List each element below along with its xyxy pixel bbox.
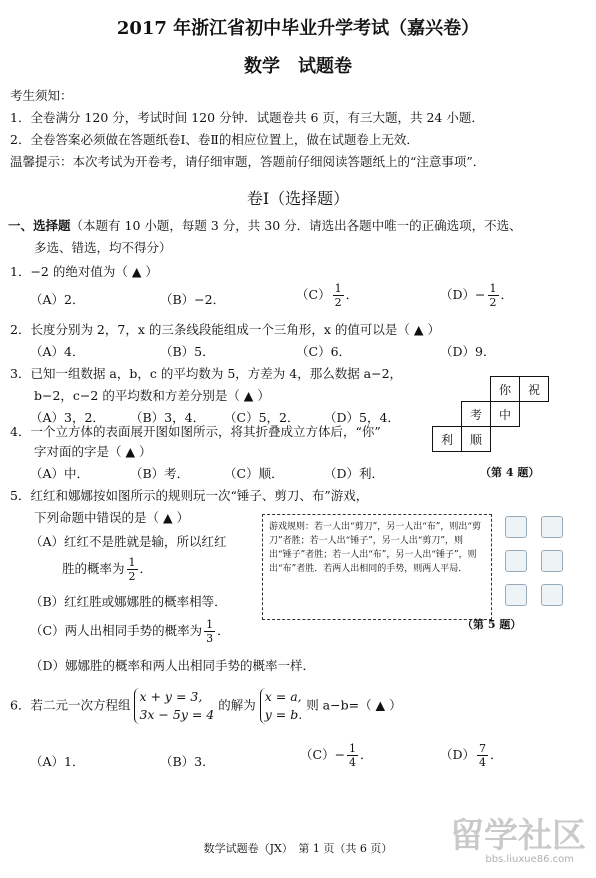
q1-option-b: （B）−2． xyxy=(160,292,226,307)
figure-4-caption: （第 4 题） xyxy=(480,466,540,479)
q1-option-c-label: （C） xyxy=(296,287,331,302)
q2-option-c: （C）6． xyxy=(296,344,352,359)
fraction-numerator: 1 xyxy=(349,742,357,755)
fraction-denominator: 4 xyxy=(479,756,487,769)
fraction-denominator: 2 xyxy=(334,296,342,309)
q1-option-c-end: ． xyxy=(345,287,359,302)
q6-option-c xyxy=(300,742,373,769)
q5-stem-2: 下列命题中错误的是（ ▲ ） xyxy=(34,510,190,525)
watermark-logo: 留学社区 xyxy=(450,816,586,856)
scissors-hand-icon xyxy=(541,550,563,572)
fraction-numerator: 7 xyxy=(479,742,487,755)
q5-option-c-end: ． xyxy=(217,623,230,638)
q6-stem-mid: 的解为 xyxy=(218,697,256,713)
net-cell: 顺 xyxy=(462,427,491,452)
q5-option-d: （D）娜娜胜的概率和两人出相同手势的概率一样． xyxy=(30,658,316,673)
fraction-numerator: 1 xyxy=(206,618,214,631)
q1-option-d-fraction xyxy=(488,282,499,309)
part1-desc-2: 多选、错选，均不得分） xyxy=(34,240,172,255)
q6-equation-1: x + y = 3, xyxy=(139,689,203,704)
q5-option-c-text: （C）两人出相同手势的概率为 xyxy=(30,623,203,638)
page-footer: 数学试题卷（JX） 第 1 页（共 6 页） xyxy=(203,842,393,855)
q4-option-a: （A）中． xyxy=(30,466,90,481)
q3-stem-1: 3．已知一组数据 a，b，c 的平均数为 5，方差为 4，那么数据 a−2， xyxy=(10,366,403,381)
q6-stem-pre: 6．若二元一次方程组 xyxy=(10,697,131,713)
net-cell: 利 xyxy=(433,427,462,452)
fraction-denominator: 3 xyxy=(206,632,214,645)
q6-option-c-fraction xyxy=(347,742,358,769)
q3-option-d: （D）5，4． xyxy=(324,410,400,425)
notice-tip: 温馨提示：本次考试为开卷考，请仔细审题，答题前仔细阅读答题纸上的“注意事项”． xyxy=(10,154,486,169)
q6-solution-system xyxy=(260,688,302,724)
q1-option-c xyxy=(296,282,358,309)
exam-title: 2017 年浙江省初中毕业升学考试（嘉兴卷） xyxy=(116,18,480,39)
net-cell: 考 xyxy=(462,402,491,427)
q2-option-b: （B）5． xyxy=(160,344,215,359)
fist-hand-icon xyxy=(541,584,563,606)
q6-equation-system xyxy=(134,688,214,724)
fraction-numerator: 1 xyxy=(128,556,136,569)
q3-option-b: （B）3，4． xyxy=(130,410,206,425)
q3-stem-2: b−2，c−2 的平均数和方差分别是（ ▲ ） xyxy=(34,388,270,403)
fraction-numerator: 1 xyxy=(489,282,497,295)
q2-option-a: （A）4． xyxy=(30,344,85,359)
q1-option-a: （A）2． xyxy=(30,292,85,307)
q6-option-d-label: （D） xyxy=(440,747,476,762)
q1-option-d xyxy=(440,282,513,309)
q5-option-a-line-1: （A）红红不是胜就是输，所以红红 xyxy=(30,534,227,549)
watermark-url: bbs.liuxue86.com xyxy=(485,854,574,865)
q4-option-b: （B）考． xyxy=(130,466,190,481)
q5-option-a-text: 胜的概率为 xyxy=(62,561,125,576)
q5-option-c xyxy=(30,618,230,645)
q5-option-a-end: ． xyxy=(139,561,153,576)
q1-stem: 1．−2 的绝对值为（ ▲ ） xyxy=(10,264,158,279)
part1-label: 一、选择题 xyxy=(8,218,71,233)
paper-hand-icon xyxy=(541,516,563,538)
figure-5-caption: （第 5 题） xyxy=(462,618,522,631)
q1-option-c-fraction xyxy=(333,282,344,309)
fraction-denominator: 2 xyxy=(489,296,497,309)
net-cell: 你 xyxy=(491,377,520,402)
notice-item-2: 2．全卷答案必须做在答题纸卷Ⅰ、卷Ⅱ的相应位置上，做在试题卷上无效． xyxy=(10,132,419,147)
q5-option-c-fraction xyxy=(204,618,215,645)
net-cell: 祝 xyxy=(520,377,549,402)
q6-option-c-label: （C）− xyxy=(300,747,346,762)
q5-option-a-fraction xyxy=(127,556,138,583)
q6-option-d xyxy=(440,742,503,769)
q1-option-d-end: ． xyxy=(500,287,514,302)
paper-hand-icon xyxy=(505,516,527,538)
q6-option-b: （B）3． xyxy=(160,754,215,769)
q6-stem-end: 则 a−b=（ ▲ ） xyxy=(306,697,402,713)
fraction-denominator: 4 xyxy=(349,756,357,769)
q2-stem: 2．长度分别为 2，7，x 的三条线段能组成一个三角形，x 的值可以是（ ▲ ） xyxy=(10,322,440,337)
game-rules-box: 游戏规则：若一人出“剪刀”，另一人出“布”，则出“剪刀”者胜；若一人出“锤子”，另一人出“剪刀”，则出“锤子”者胜；若一人出“布”，另一人出“锤子”，则出“布”者胜．若两人出相同的手势，则两人平局． xyxy=(262,514,492,620)
q6-option-d-end: ． xyxy=(490,747,503,762)
net-cell: 中 xyxy=(491,402,520,427)
fraction-denominator: 2 xyxy=(128,570,136,583)
q6-stem xyxy=(10,688,402,724)
q3-option-c: （C）5，2． xyxy=(224,410,300,425)
q5-option-b: （B）红红胜或娜娜胜的概率相等． xyxy=(30,594,227,609)
q3-option-a: （A）3，2． xyxy=(30,410,105,425)
cube-net-figure xyxy=(432,376,549,452)
q5-stem-1: 5．红红和娜娜按如图所示的规则玩一次“锤子、剪刀、布”游戏， xyxy=(10,488,369,503)
q6-option-d-fraction xyxy=(477,742,488,769)
hand-gesture-icons xyxy=(505,516,563,606)
hammer-icon xyxy=(505,584,527,606)
notice-heading: 考生须知： xyxy=(10,88,73,103)
fraction-numerator: 1 xyxy=(334,282,342,295)
q6-option-c-end: ． xyxy=(360,747,373,762)
section-title: 卷Ⅰ（选择题） xyxy=(246,189,350,208)
exam-subtitle: 数学 试题卷 xyxy=(244,56,352,77)
q4-stem-2: 字对面的字是（ ▲ ） xyxy=(34,444,152,459)
q6-option-a: （A）1． xyxy=(30,754,85,769)
q4-option-c: （C）顺． xyxy=(224,466,284,481)
scissors-icon xyxy=(505,550,527,572)
q5-option-a-line-2 xyxy=(62,556,152,583)
q6-equation-2: 3x − 5y = 4 xyxy=(139,707,215,722)
q2-option-d: （D）9． xyxy=(440,344,496,359)
part1-desc-1: （本题有 10 小题，每题 3 分，共 30 分．请选出各题中唯一的正确选项，不选、 xyxy=(70,218,522,233)
part1-header xyxy=(8,216,522,234)
q1-option-d-label: （D）− xyxy=(440,287,486,302)
q6-solution-2: y = b. xyxy=(264,707,303,722)
q4-stem-1: 4．一个立方体的表面展开图如图所示，将其折叠成立方体后，“你” xyxy=(10,424,381,439)
q6-solution-1: x = a, xyxy=(264,689,302,704)
q4-option-d: （D）利． xyxy=(324,466,385,481)
notice-item-1: 1．全卷满分 120 分，考试时间 120 分钟．试题卷共 6 页，有三大题，共 24 小题． xyxy=(10,110,484,125)
